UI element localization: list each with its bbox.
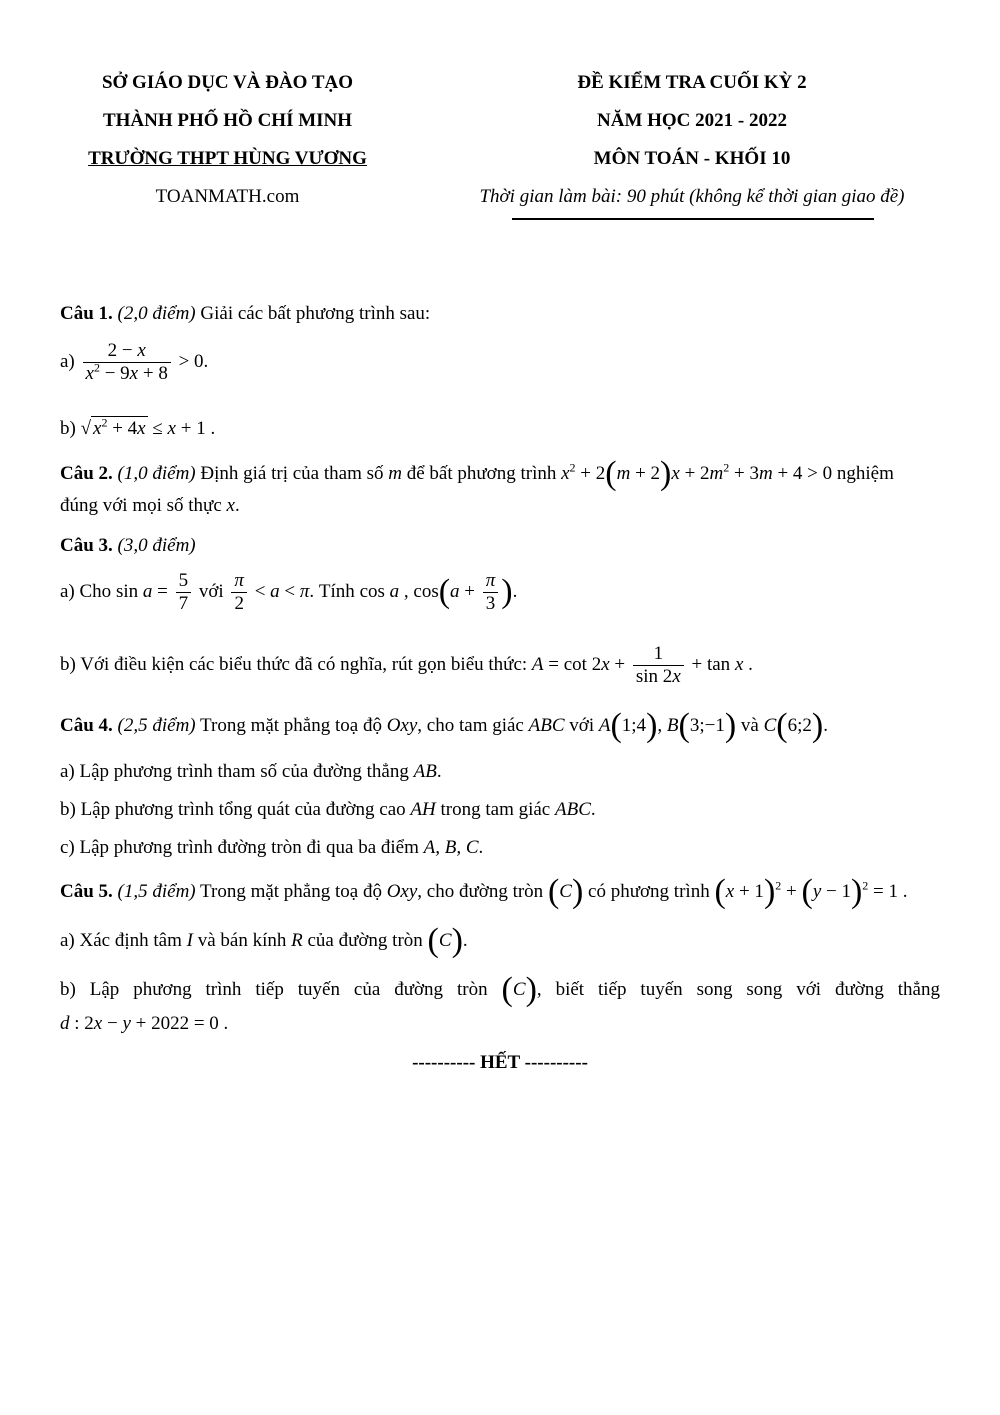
header-left <box>60 70 395 222</box>
school-year: NĂM HỌC 2021 - 2022 <box>597 110 787 131</box>
question-3b: b) Với điều kiện các biểu thức đã có nghĩa, rút gọn biểu thức: A = cot 2x + $\frac{1}{\sin 2x}$ + tan x . <box>60 643 753 687</box>
question-5b: b) Lập phương trình tiếp tuyến của đường tròn (C), biết tiếp tuyến song song với đường thẳng <box>60 971 940 1008</box>
question-3a: a) Cho sin a = $\frac{5}{7}$ với $\frac{\pi}{2}$ < a < π. Tính cos a , cos(a + $\frac{\pi}{3}$ ). <box>60 570 518 614</box>
fraction: $\frac{2 - x}{x^2 - 9x + 8}$ <box>83 340 171 385</box>
question-4: Câu 4. (2,5 điểm) Trong mặt phẳng toạ độ Oxy, cho tam giác ABC với A(1;4), B(3;−1) và C(6;2). <box>60 707 828 744</box>
question-4c: c) Lập phương trình đường tròn đi qua ba điểm A, B, C. <box>60 837 484 858</box>
question-4b: b) Lập phương trình tổng quát của đường cao AH trong tam giác ABC. <box>60 799 596 820</box>
header-right <box>462 70 922 222</box>
exam-title: ĐỀ KIỂM TRA CUỐI KỲ 2 <box>577 72 807 93</box>
department-name: SỞ GIÁO DỤC VÀ ĐÀO TẠO <box>101 72 354 93</box>
city-name: THÀNH PHỐ HỒ CHÍ MINH <box>102 110 353 131</box>
question-2: Câu 2. (1,0 điểm) Định giá trị của tham số m để bất phương trình $x^2 + 2(m + 2)x + 2m^2 + 3m + 4 > 0$ nghiệm <box>60 455 894 492</box>
question-4a: a) Lập phương trình tham số của đường thẳng AB. <box>60 761 442 782</box>
question-2-line2: đúng với mọi số thực x. <box>60 495 240 516</box>
question-5a: a) Xác định tâm I và bán kính R của đường tròn (C). <box>60 922 468 959</box>
time-limit: Thời gian làm bài: 90 phút (không kể thời gian giao đề) <box>479 186 905 207</box>
question-1b: b) √ $x^2 + 4x \le x + 1$ . <box>60 415 216 439</box>
school-name: TRƯỜNG THPT HÙNG VƯƠNG <box>88 148 367 169</box>
question-3: Câu 3. (3,0 điểm) <box>60 535 196 556</box>
question-5: Câu 5. (1,5 điểm) Trong mặt phẳng toạ độ Oxy, cho đường tròn (C) có phương trình $(x + 1)^2 + (y - 1)^2 = 1$ . <box>60 873 908 910</box>
website-name: TOANMATH.com <box>155 186 300 207</box>
end-marker: ---------- HẾT ---------- <box>412 1052 588 1073</box>
question-1a: a) $\frac{2 - x}{x^2 - 9x + 8}$ > 0. <box>60 340 209 384</box>
question-5b-line2: d : 2x − y + 2022 = 0 . <box>60 1013 229 1034</box>
question-1: Câu 1. (2,0 điểm) Giải các bất phương trình sau: <box>60 303 431 324</box>
subject-grade: MÔN TOÁN - KHỐI 10 <box>593 148 791 169</box>
header-rule <box>512 218 874 220</box>
